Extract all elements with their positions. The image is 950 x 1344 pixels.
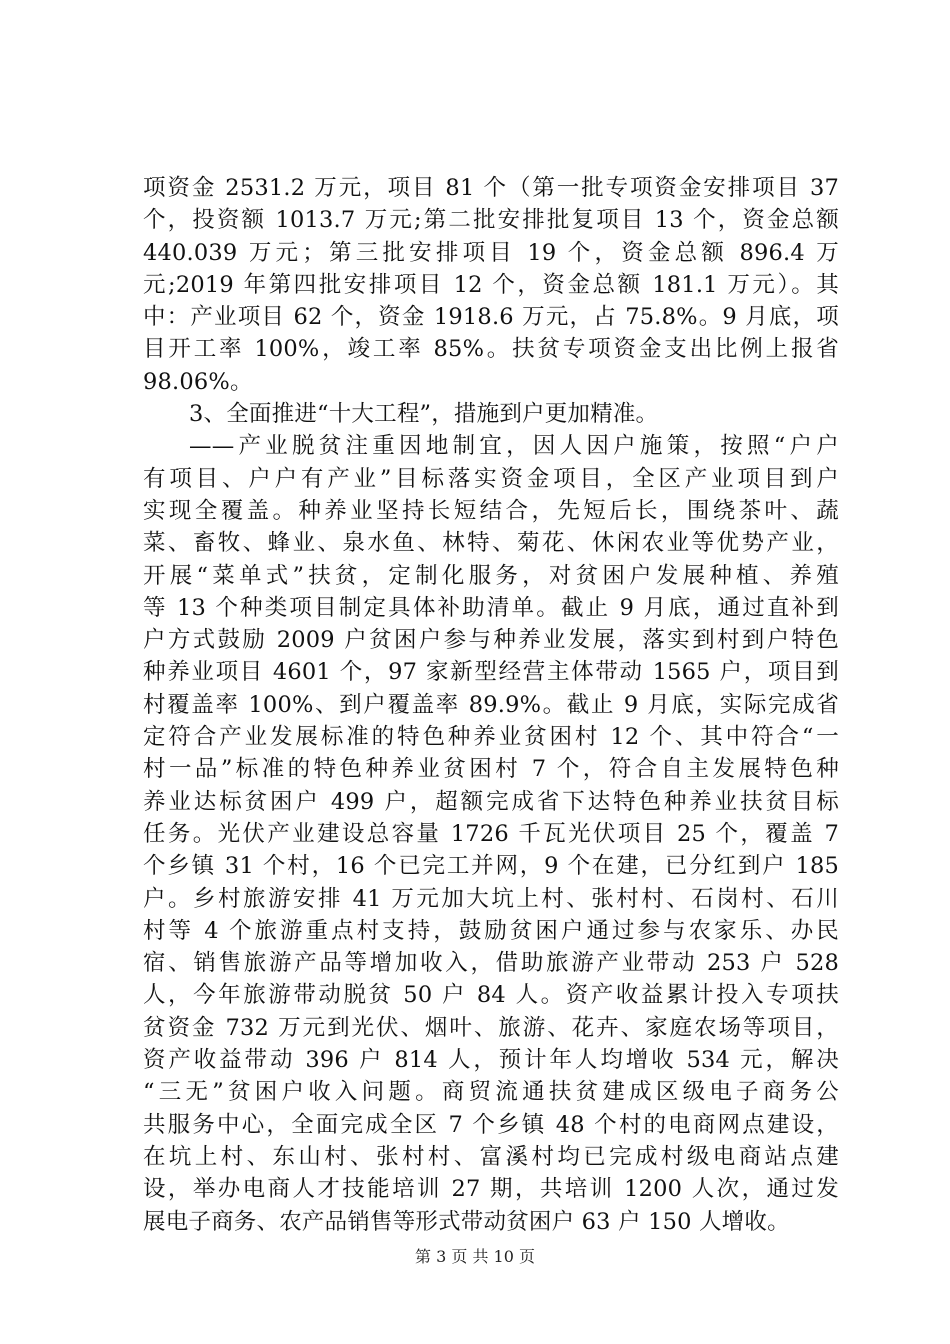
text-line: 种养业项目 4601 个，97 家新型经营主体带动 1565 户，项目到 <box>143 659 839 686</box>
text-line: 98.06%。 <box>143 368 253 395</box>
section-heading: 3、全面推进“十大工程”，措施到户更加精准。 <box>189 401 659 428</box>
text-line: 实现全覆盖。种养业坚持长短结合，先短后长，围绕茶叶、蔬 <box>143 497 839 524</box>
text-line: 440.039 万元；第三批安排项目 19 个，资金总额 896.4 万 <box>143 239 839 266</box>
text-line: 户。乡村旅游安排 41 万元加大坑上村、张村村、石岗村、石川 <box>143 885 839 912</box>
text-line: 中：产业项目 62 个，资金 1918.6 万元，占 75.8%。9 月底，项 <box>143 304 839 331</box>
text-line: 养业达标贫困户 499 户，超额完成省下达特色种养业扶贫目标 <box>143 788 839 815</box>
text-line: 个，投资额 1013.7 万元;第二批安排批复项目 13 个，资金总额 <box>143 207 839 234</box>
text-line: 展电子商务、农产品销售等形式带动贫困户 63 户 150 人增收。 <box>143 1208 790 1235</box>
text-line: 户方式鼓励 2009 户贫困户参与种养业发展，落实到村到户特色 <box>143 627 839 654</box>
document-body <box>143 172 839 1238</box>
text-line: “三无”贫困户收入问题。商贸流通扶贫建成区级电子商务公 <box>143 1079 839 1106</box>
text-line: ——产业脱贫注重因地制宜，因人因户施策，按照“户户 <box>189 433 839 460</box>
text-line: 定符合产业发展标准的特色种养业贫困村 12 个、其中符合“一 <box>143 724 839 751</box>
text-line: 资产收益带动 396 户 814 人，预计年人均增收 534 元，解决 <box>143 1047 839 1074</box>
text-line: 设，举办电商人才技能培训 27 期，共培训 1200 人次，通过发 <box>143 1176 839 1203</box>
text-line: 在坑上村、东山村、张村村、富溪村均已完成村级电商站点建 <box>143 1143 839 1170</box>
text-line: 菜、畜牧、蜂业、泉水鱼、林特、菊花、休闲农业等优势产业， <box>143 530 839 557</box>
text-line: 有项目、户户有产业”目标落实资金项目，全区产业项目到户 <box>143 465 839 492</box>
text-line: 贫资金 732 万元到光伏、烟叶、旅游、花卉、家庭农场等项目， <box>143 1014 839 1041</box>
text-line: 开展“菜单式”扶贫，定制化服务，对贫困户发展种植、养殖 <box>143 562 839 589</box>
page-number-footer: 第 3 页 共 10 页 <box>415 1247 535 1266</box>
text-line: 个乡镇 31 个村，16 个已完工并网，9 个在建，已分红到户 185 <box>143 853 839 880</box>
text-line: 任务。光伏产业建设总容量 1726 千瓦光伏项目 25 个，覆盖 7 <box>143 820 839 847</box>
text-line: 共服务中心，全面完成全区 7 个乡镇 48 个村的电商网点建设， <box>143 1111 839 1138</box>
text-line: 村等 4 个旅游重点村支持，鼓励贫困户通过参与农家乐、办民 <box>143 917 839 944</box>
text-line: 宿、销售旅游产品等增加收入，借助旅游产业带动 253 户 528 <box>143 950 839 977</box>
text-line: 元;2019 年第四批安排项目 12 个，资金总额 181.1 万元）。其 <box>143 271 839 298</box>
text-line: 项资金 2531.2 万元，项目 81 个（第一批专项资金安排项目 37 <box>143 175 839 201</box>
text-line: 村一品”标准的特色种养业贫困村 7 个，符合自主发展特色种 <box>143 756 839 783</box>
text-line: 等 13 个种类项目制定具体补助清单。截止 9 月底，通过直补到 <box>143 594 839 621</box>
text-line: 目开工率 100%，竣工率 85%。扶贫专项资金支出比例上报省 <box>143 336 839 363</box>
text-line: 村覆盖率 100%、到户覆盖率 89.9%。截止 9 月底，实际完成省 <box>143 691 839 718</box>
text-line: 人，今年旅游带动脱贫 50 户 84 人。资产收益累计投入专项扶 <box>143 982 839 1009</box>
